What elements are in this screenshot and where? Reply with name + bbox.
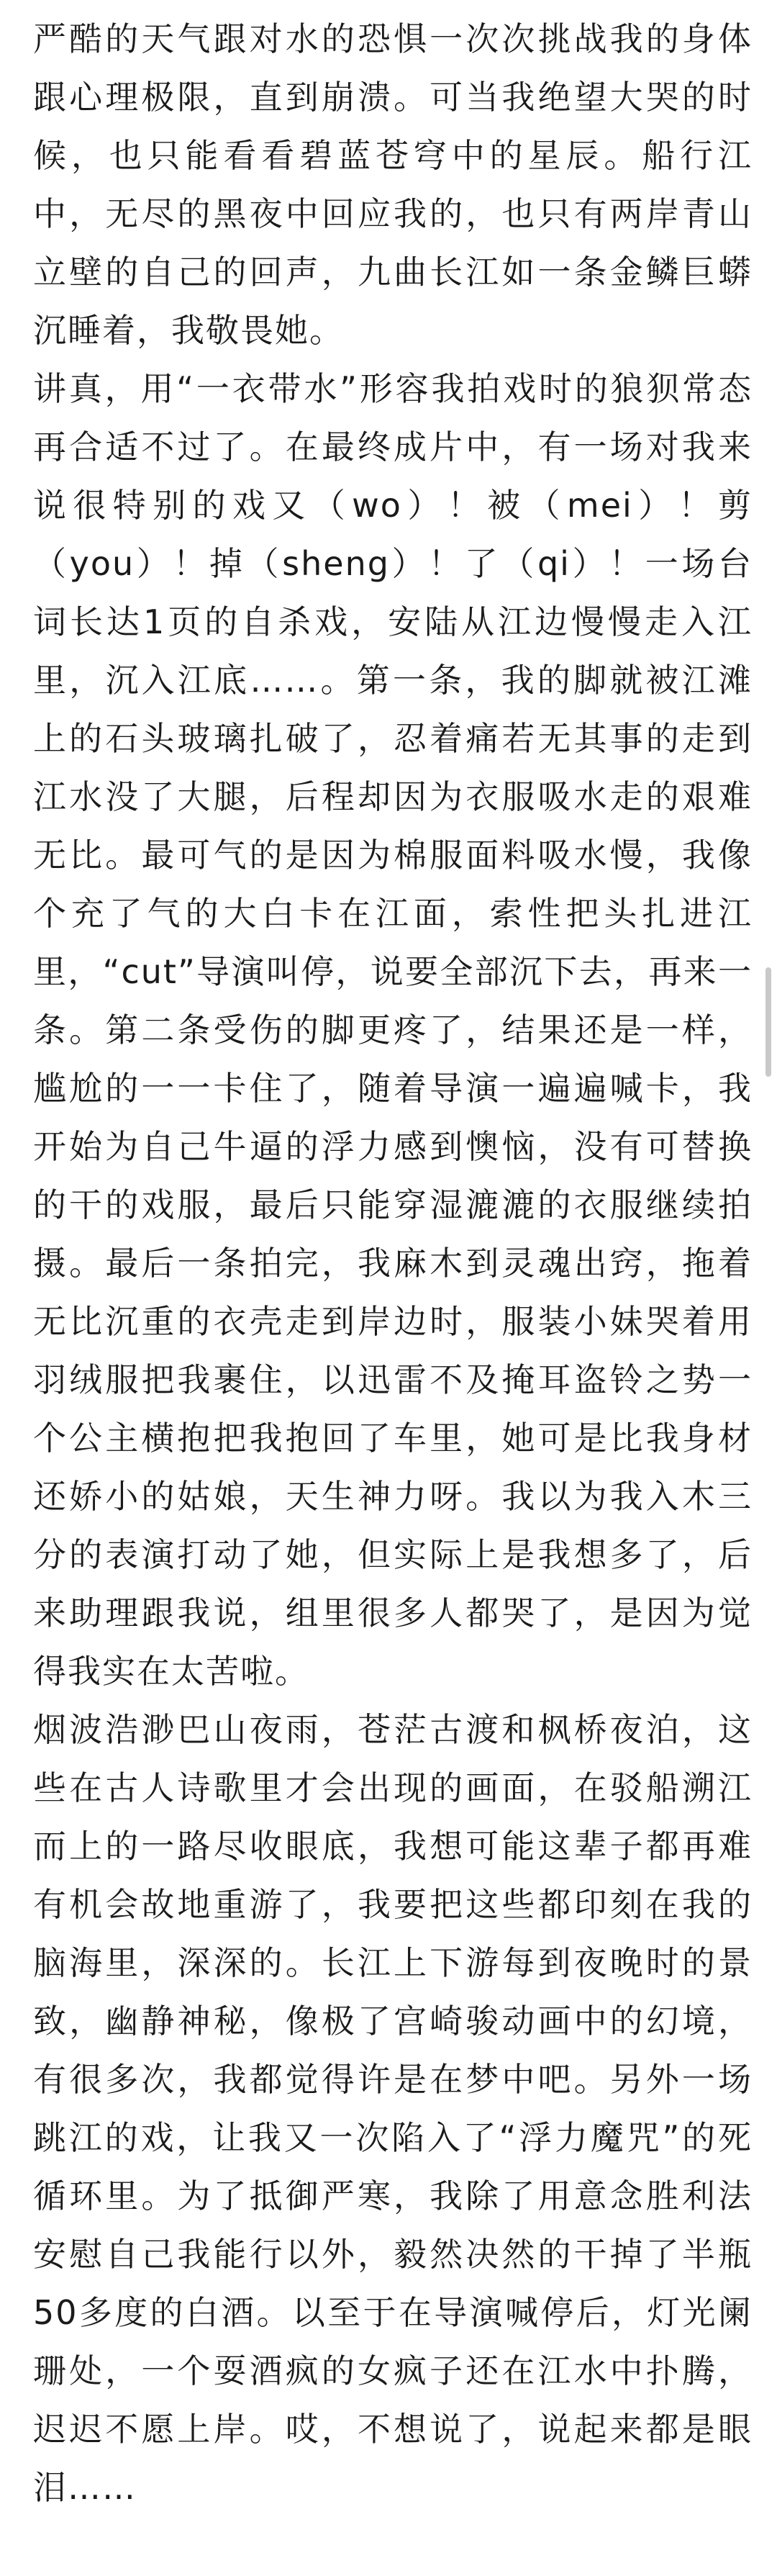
paragraph-suicide-scene: 讲真，用“一衣带水”形容我拍戏时的狼狈常态再合适不过了。在最终成片中，有一场对我来说很特别的戏又（wo）！被（mei）！剪（you）！掉（sheng）！了（qi）！一场台词长达1页的自杀戏，安陆从江边慢慢走入江里，沉入江底……。第一条，我的脚就被江滩上的石头玻璃扎破了，忍着痛若无其事的走到江水没了大腿，后程却因为衣服吸水走的艰难无比。最可气的是因为棉服面料吸水慢，我像个充了气的大白卡在江面，索性把头扎进江里，“cut”导演叫停，说要全部沉下去，再来一条。第二条受伤的脚更疼了，结果还是一样，尴尬的一一卡住了，随着导演一遍遍喊卡，我开始为自己牛逼的浮力感到懊恼，没有可替换的干的戏服，最后只能穿湿漉漉的衣服继续拍摄。最后一条拍完，我麻木到灵魂出窍，拖着无比沉重的衣壳走到岸边时，服装小妹哭着用羽绒服把我裹住，以迅雷不及掩耳盗铃之势一个公主横抱把我抱回了车里，她可是比我身材还娇小的姑娘，天生神力呀。我以为我入木三分的表演打动了她，但实际上是我想多了，后来助理跟我说，组里很多人都哭了，是因为觉得我实在太苦啦。 [33,369,753,1691]
paragraph-yangtze-scenery: 烟波浩渺巴山夜雨，苍茫古渡和枫桥夜泊，这些在古人诗歌里才会出现的画面，在驳船溯江而上的一路尽收眼底，我想可能这辈子都再难有机会故地重游了，我要把这些都印刻在我的脑海里，深深的。长江上下游每到夜晚时的景致，幽静神秘，像极了宫崎骏动画中的幻境，有很多次，我都觉得许是在梦中吧。另外一场跳江的戏，让我又一次陷入了“浮力魔咒”的死循环里。为了抵御严寒，我除了用意念胜利法安慰自己我能行以外，毅然决然的干掉了半瓶50多度的白酒。以至于在导演喊停后，灯光阑珊处，一个耍酒疯的女疯子还在江水中扑腾，迟迟不愿上岸。哎，不想说了，说起来都是眼泪…… [33,1710,753,2507]
article-body [33,10,753,2517]
paragraph-cold-weather: 严酷的天气跟对水的恐惧一次次挑战我的身体跟心理极限，直到崩溃。可当我绝望大哭的时候，也只能看看碧蓝苍穹中的星辰。船行江中，无尽的黑夜中回应我的，也只有两岸青山立壁的自己的回声，九曲长江如一条金鳞巨蟒沉睡着，我敬畏她。 [33,19,753,350]
scrollbar-thumb[interactable] [765,967,771,1077]
